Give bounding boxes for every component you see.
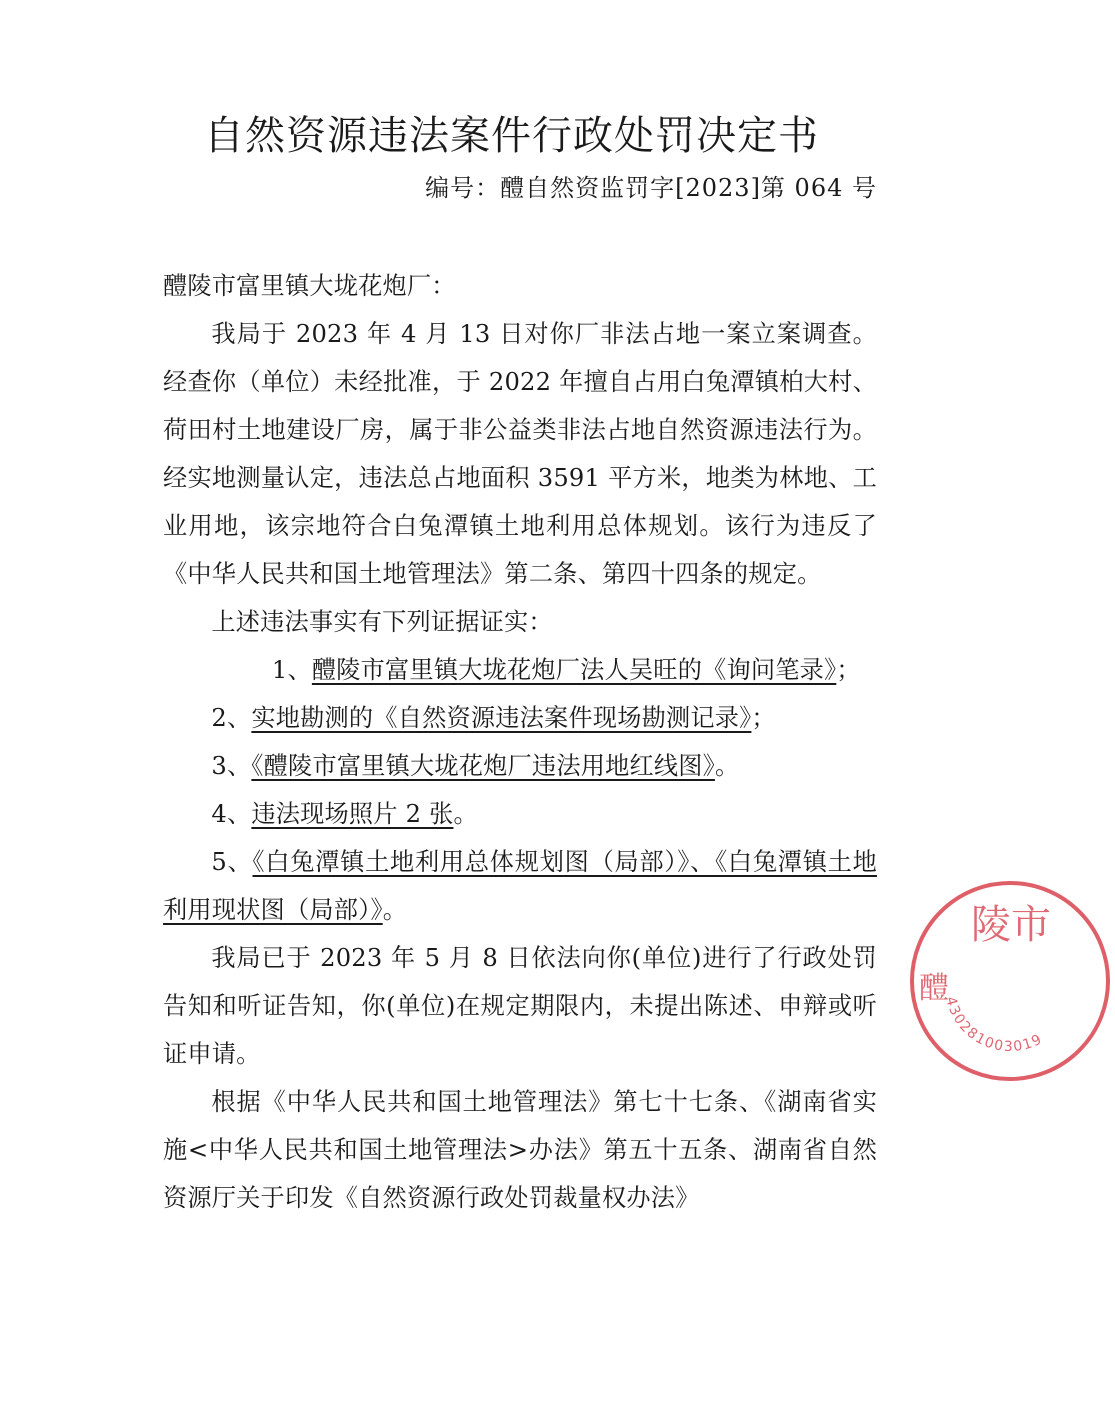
addressee: 醴陵市富里镇大垅花炮厂： <box>163 272 456 300</box>
evidence-item-5 <box>163 838 877 934</box>
evidence-number: 2、 <box>211 704 252 732</box>
document-number: 编号：醴自然资监罚字[2023]第 064 号 <box>425 174 877 202</box>
official-seal-icon <box>905 876 1115 1086</box>
paragraph-legal-basis: 根据《中华人民共和国土地管理法》第七十七条、《湖南省实施<中华人民共和国土地管理法>办法》第五十五条、湖南省自然资源厅关于印发《自然资源行政处罚裁量权办法》 <box>163 1088 877 1212</box>
evidence-punct: 。 <box>453 800 478 828</box>
evidence-item-4 <box>163 790 877 838</box>
seal-text-top: 陵市 <box>971 902 1051 948</box>
evidence-number: 5、 <box>211 848 253 876</box>
evidence-number: 4、 <box>211 800 252 828</box>
evidence-text: 实地勘测的《自然资源违法案件现场勘测记录》 <box>251 704 752 732</box>
evidence-text: 违法现场照片 2 张 <box>251 800 454 828</box>
seal-code: 430281003019 <box>942 994 1046 1056</box>
evidence-item-2 <box>163 694 877 742</box>
evidence-number: 1、 <box>271 656 312 684</box>
evidence-intro: 上述违法事实有下列证据证实： <box>211 608 553 636</box>
evidence-number: 3、 <box>211 752 252 780</box>
evidence-punct: 。 <box>714 752 740 780</box>
evidence-text: 《醴陵市富里镇大垅花炮厂违法用地红线图》 <box>251 752 715 780</box>
paragraph-notice: 我局已于 2023 年 5 月 8 日依法向你(单位)进行了行政处罚告知和听证告知，你(单位)在规定期限内，未提出陈述、申辩或听证申请。 <box>163 944 877 1068</box>
evidence-item-3 <box>163 742 877 790</box>
document-title: 自然资源违法案件行政处罚决定书 <box>204 113 819 159</box>
evidence-text: 《白兔潭镇土地利用总体规划图（局部）》、《白兔潭镇土地利用现状图（局部）》 <box>163 848 877 924</box>
evidence-punct: ； <box>836 656 861 684</box>
seal-text-side: 醴 <box>919 971 949 1006</box>
evidence-text: 醴陵市富里镇大垅花炮厂法人吴旺的《询问笔录》 <box>311 656 837 684</box>
evidence-punct: ； <box>751 704 776 732</box>
evidence-item-1 <box>163 646 877 694</box>
evidence-punct: 。 <box>382 896 408 924</box>
document-body <box>163 262 877 1222</box>
paragraph-facts: 我局于 2023 年 4 月 13 日对你厂非法占地一案立案调查。经查你（单位）未经批准，于 2022 年擅自占用白兔潭镇柏大村、荷田村土地建设厂房，属于非公益类非法占地自然资源违法行为。经实地测量认定，违法总占地面积 3591 平方米，地类为林地、工业用地，该宗地符合白兔潭镇土地利用总体规划。该行为违反了《中华人民共和国土地管理法》第二条、第四十四条的规定。 <box>163 320 877 588</box>
